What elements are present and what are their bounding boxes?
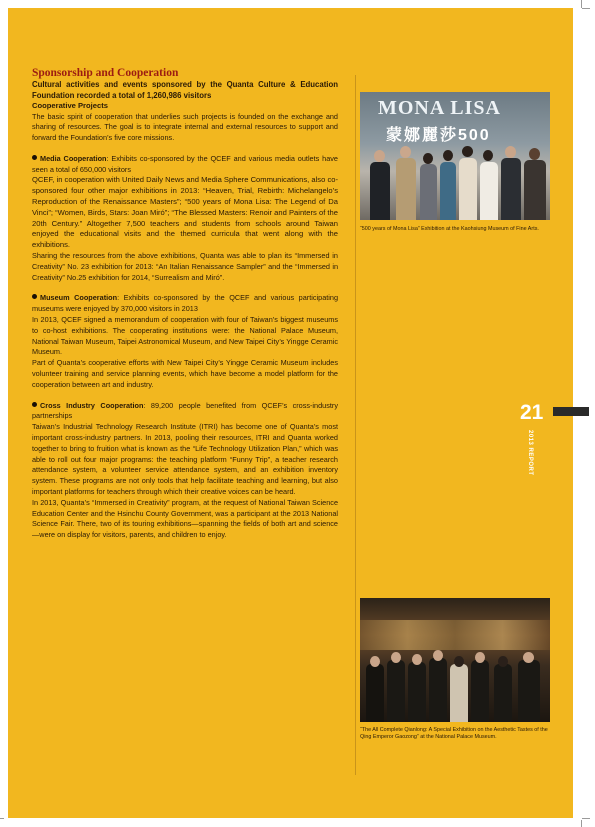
cooperative-text: The basic spirit of cooperation that underlies such projects is founded on the exchange and sharing of resources. The goal is to integrate internal and external resources to support and forward the Foundation’s five core missions.: [32, 111, 338, 143]
section-title: Sponsorship and Cooperation: [32, 67, 179, 79]
bullet-icon: [32, 155, 37, 160]
page-number: 21: [520, 401, 544, 424]
page-tab-bar: [553, 407, 589, 416]
media-heading: [32, 154, 338, 176]
crop-mark: [581, 820, 582, 827]
crop-mark: [582, 818, 590, 819]
industry-label: Cross Industry Cooperation: [40, 400, 144, 410]
media-lead: : Exhibits co-sponsored by the QCEF and various media outlets have seen a total of 650,000 visitors: [32, 153, 338, 174]
photo2-caption: “The All Complete Qianlong: A Special Exhibition on the Aesthetic Tastes of the Qing Emperor Gaozong” at the National Palace Museum.: [360, 727, 548, 740]
report-label: 2013 REPORT: [527, 430, 533, 476]
poster-title-cn: 蒙娜麗莎500: [386, 127, 491, 144]
crop-mark: [0, 818, 4, 819]
cooperative-title: Cooperative Projects: [32, 101, 108, 110]
main-column: [32, 67, 338, 541]
media-paragraph-1: QCEF, in cooperation with United Daily News and Media Sphere Communications, also co-sponsored four other major exhibitions in 2013: “Heaven, Trial, Rebirth: Michelangelo’s Reproduction of the Renaissance Masters”; “500 years of Mona Lisa: The Legend of Da Vinci”; “Women, Birds, Stars: Joan Miró”; “The Blessed Masters: Renoir and Painters of the 20th Century.” Altogether 7,500 teachers and students from schools around Taiwan enjoyed the educational visits and the themed curricula that went along with the exhibitions.: [32, 175, 338, 250]
museum-paragraph-2: Part of Quanta’s cooperative efforts with New Taipei City’s Yingge Ceramic Museum includes volunteer training and service planning events, which have become a model platform for the cooperation between art and industry.: [32, 358, 338, 389]
media-paragraph-2: Sharing the resources from the above exhibitions, Quanta was able to plan its “Immersed in Creativity” No. 23 exhibition for 2013: “An Italian Renaissance Sampler” and the “Immersed in Creativity” No.25 exhibition for 2014, “Surrealism and Miró”.: [32, 251, 338, 282]
bullet-icon: [32, 294, 37, 299]
crop-mark: [581, 0, 582, 8]
photo1-caption: “500 years of Mona Lisa” Exhibition at the Kaohsiung Museum of Fine Arts.: [360, 226, 539, 232]
bullet-icon: [32, 402, 37, 407]
industry-lead: : 89,200 people benefited from QCEF’s cross-industry partnerships: [32, 400, 338, 421]
crop-mark: [582, 8, 590, 9]
museum-heading: [32, 293, 338, 315]
poster-title-en: MONA LISA: [378, 97, 501, 119]
column-divider: [355, 75, 356, 775]
museum-paragraph-1: In 2013, QCEF signed a memorandum of cooperation with four of Taiwan’s biggest museums to co-host exhibitions. The cooperating institutions were: the National Palace Museum, National Taiwan Museum, Taipei Astronomical Museum, and New Taipei City’s Yingge Ceramic Museum.: [32, 315, 338, 357]
industry-paragraph-1: Taiwan’s Industrial Technology Research Institute (ITRI) has become one of Quanta’s most important cross-industry partners. In 2013, pooling their resources, ITRI and Quanta worked together to bring to fruition what is known as the “Life Technology Utilization Plan,” which was able to roll out four major programs: the teaching platform “Funny Trip”, a teacher research attendance system, a volunteer service attendance system, and an exhibition inventory system. These programs are not only tools that help facilitate teaching and learning, but also important platforms for teachers through which their creative voices can be heard.: [32, 422, 338, 496]
industry-heading: [32, 401, 338, 423]
media-label: Media Cooperation: [40, 153, 107, 163]
museum-label: Museum Cooperation: [40, 293, 118, 303]
museum-lead: : Exhibits co-sponsored by the QCEF and various participating museums were enjoyed by 370,000 visitors in 2013: [32, 293, 339, 314]
mona-lisa-event-photo: [360, 92, 550, 220]
palace-museum-event-photo: [360, 598, 550, 722]
industry-paragraph-2: In 2013, Quanta’s “Immersed in Creativity” program, at the request of National Taiwan Science Education Center and the Hsinchu County Government, was a participant at the 2013 National Science Fair. There, two of its touring exhibitions—spanning the fields of both art and science—were on display for visitors, parents, and children to enjoy.: [32, 497, 338, 540]
section-subtitle: Cultural activities and events sponsored by the Quanta Culture & Education Foundation recorded a total of 1,260,986 visitors: [32, 80, 338, 100]
